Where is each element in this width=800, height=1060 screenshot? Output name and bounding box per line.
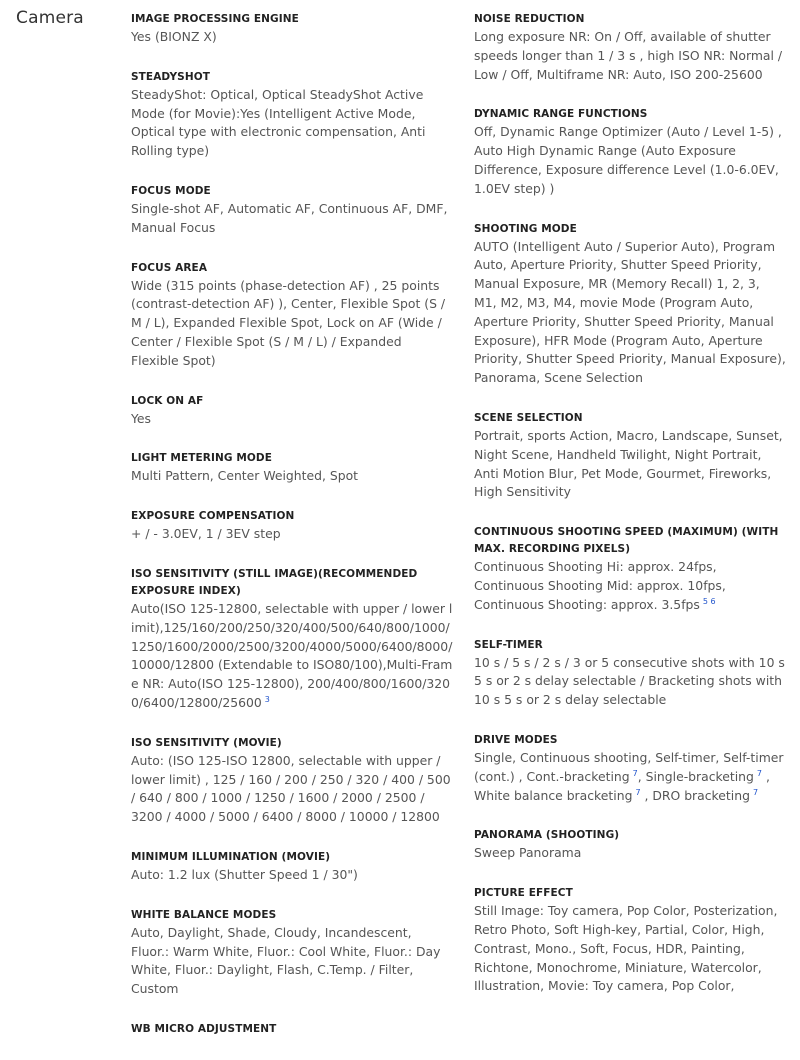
spec-drive-modes [474,732,786,805]
spec-value: Multi Pattern, Center Weighted, Spot [131,468,359,484]
spec-steadyshot [131,69,453,161]
spec-label: WB MICRO ADJUSTMENT [131,1022,277,1035]
spec-image-processing-engine [131,11,453,47]
spec-label: SELF-TIMER [474,638,543,651]
spec-label: WHITE BALANCE MODES [131,908,277,921]
spec-value: Off, Dynamic Range Optimizer (Auto / Level 1-5) , Auto High Dynamic Range (Auto Exposure Difference, Exposure difference Level (1.0-6.0EV, 1.0EV step) ) [474,124,782,196]
spec-value: Single-shot AF, Automatic AF, Continuous AF, DMF, Manual Focus [131,200,448,235]
footnote-link[interactable]: 7 [756,768,762,778]
spec-label: LIGHT METERING MODE [131,452,272,465]
spec-self-timer [474,637,786,710]
footnote-link[interactable]: 5 6 [702,596,716,606]
spec-value [474,749,786,805]
spec-dynamic-range-functions [474,106,786,198]
spec-label: SHOOTING MODE [474,222,577,235]
spec-value: 10 s / 5 s / 2 s / 3 or 5 consecutive shots with 10 s 5 s or 2 s delay selectable / Bracketing shots with 10 s 5 s or 2 s delay selectable [474,654,785,708]
spec-label: FOCUS AREA [131,261,208,274]
spec-value: Long exposure NR: On / Off, available of shutter speeds longer than 1 / 3 s , high ISO NR: Normal / Low / Off, Multiframe NR: Auto, ISO 200-25600 [474,29,783,82]
spec-column-left [131,11,453,1060]
spec-minimum-illumination [131,849,453,885]
footnote-link[interactable]: 3 [264,694,270,704]
spec-label: ISO SENSITIVITY (MOVIE) [131,736,282,749]
spec-value: + / - 3.0EV, 1 / 3EV step [131,526,281,542]
spec-value: Yes (BIONZ X) [131,29,217,44]
spec-value [474,558,786,614]
spec-picture-effect [474,885,786,996]
spec-label: STEADYSHOT [131,70,211,83]
spec-label: MINIMUM ILLUMINATION (MOVIE) [131,850,331,863]
spec-label: LOCK ON AF [131,394,204,407]
spec-value: AUTO (Intelligent Auto / Superior Auto), Program Auto, Aperture Priority, Shutter Speed Priority, Manual Exposure, MR (Memory Recall) 1, 2, 3, M1, M2, M3, M4, movie Mode (Program Auto, Aperture Priority, Shutter Speed Priority, Manual Exposure), HFR Mode (Program Auto, Aperture Priority, Shutter Speed Priority, Manual Exposure), Panorama, Scene Selection [474,238,786,386]
spec-label: PANORAMA (SHOOTING) [474,829,620,842]
spec-value: Auto, Daylight, Shade, Cloudy, Incandescent, Fluor.: Warm White, Fluor.: Cool White, Fluor.: Day White, Fluor.: Daylight, Flash, C.Temp. / Filter, Custom [131,924,441,997]
spec-lock-on-af [131,393,453,429]
spec-value-part: , White balance bracketing [474,768,770,803]
footnote-link[interactable]: 7 [635,787,641,797]
spec-exposure-compensation [131,508,453,544]
spec-value-part: , Single-bracketing [637,768,754,784]
spec-scene-selection [474,410,786,502]
section-title: Camera [16,8,84,28]
spec-value: Sweep Panorama [474,845,582,861]
spec-label: SCENE SELECTION [474,411,583,424]
spec-white-balance-modes [131,907,453,999]
footnote-link[interactable]: 7 [752,787,759,797]
spec-value-part: Single, Continuous shooting, Self-timer, Self-timer (cont.) , Cont.-bracketing [474,749,784,784]
spec-iso-sensitivity-movie [131,735,453,827]
spec-label: IMAGE PROCESSING ENGINE [131,13,299,25]
spec-value-text: Continuous Shooting Hi: approx. 24fps, Continuous Shooting Mid: approx. 10fps, Continuous Shooting: approx. 3.5fps [474,559,726,612]
spec-continuous-shooting-speed [474,524,786,614]
spec-label: FOCUS MODE [131,184,211,197]
spec-wb-micro-adjustment [131,1021,453,1038]
spec-column-right [474,11,786,1018]
spec-label: EXPOSURE COMPENSATION [131,510,295,523]
spec-value-text: Auto(ISO 125-12800, selectable with upper / lower limit),125/160/200/250/320/400/500/640/800/1000/1250/1600/2000/2500/3200/4000/5000/6400/8000/10000/12800 (Extendable to ISO80/100),Multi-Frame NR: Auto(ISO 125-12800), 200/400/800/1600/3200/6400/12800/25600 [131,600,453,710]
spec-label: CONTINUOUS SHOOTING SPEED (MAXIMUM) (WITH MAX. RECORDING PIXELS) [474,526,779,556]
spec-label: PICTURE EFFECT [474,887,573,900]
spec-value: Portrait, sports Action, Macro, Landscape, Sunset, Night Scene, Handheld Twilight, Night Portrait, Anti Motion Blur, Pet Mode, Gourmet, Fireworks, High Sensitivity [474,427,783,500]
spec-label: DRIVE MODES [474,733,558,746]
footnote-link[interactable]: 7 [632,768,638,778]
spec-noise-reduction [474,11,786,84]
spec-focus-area [131,260,453,371]
spec-value [131,600,453,713]
spec-label: NOISE REDUCTION [474,13,585,25]
spec-value: Auto: 1.2 lux (Shutter Speed 1 / 30") [131,866,358,882]
spec-value: Auto: (ISO 125-ISO 12800, selectable with upper / lower limit) , 125 / 160 / 200 / 250 / 320 / 400 / 500 / 640 / 800 / 1000 / 1250 / 1600 / 2000 / 2500 / 3200 / 4000 / 5000 / 6400 / 8000 / 10000 / 12800 [131,752,451,825]
spec-value: SteadyShot: Optical, Optical SteadyShot Active Mode (for Movie):Yes (Intelligent Active Mode, Optical type with electronic compensation, Anti Rolling type) [131,86,426,159]
spec-value-part: , DRO bracketing [640,787,750,803]
spec-panorama-shooting [474,827,786,863]
spec-iso-sensitivity-still [131,566,453,713]
spec-value: Wide (315 points (phase-detection AF) , 25 points (contrast-detection AF) ), Center, Flexible Spot (S / M / L), Expanded Flexible Spot, Lock on AF (Wide / Center / Flexible Spot (S / M / L) / Expanded Flexible Spot) [131,277,446,368]
spec-label: DYNAMIC RANGE FUNCTIONS [474,108,648,121]
spec-focus-mode [131,183,453,238]
spec-label: ISO SENSITIVITY (STILL IMAGE)(RECOMMENDED EXPOSURE INDEX) [131,567,418,597]
spec-value: Still Image: Toy camera, Pop Color, Posterization, Retro Photo, Soft High-key, Partial, Color, High, Contrast, Mono., Soft, Focus, HDR, Painting, Richtone, Monochrome, Miniature, Watercolor, Illustration, Movie: Toy camera, Pop Color, [474,903,778,994]
spec-shooting-mode [474,221,786,388]
spec-value: Yes [131,410,152,426]
spec-light-metering-mode [131,450,453,486]
